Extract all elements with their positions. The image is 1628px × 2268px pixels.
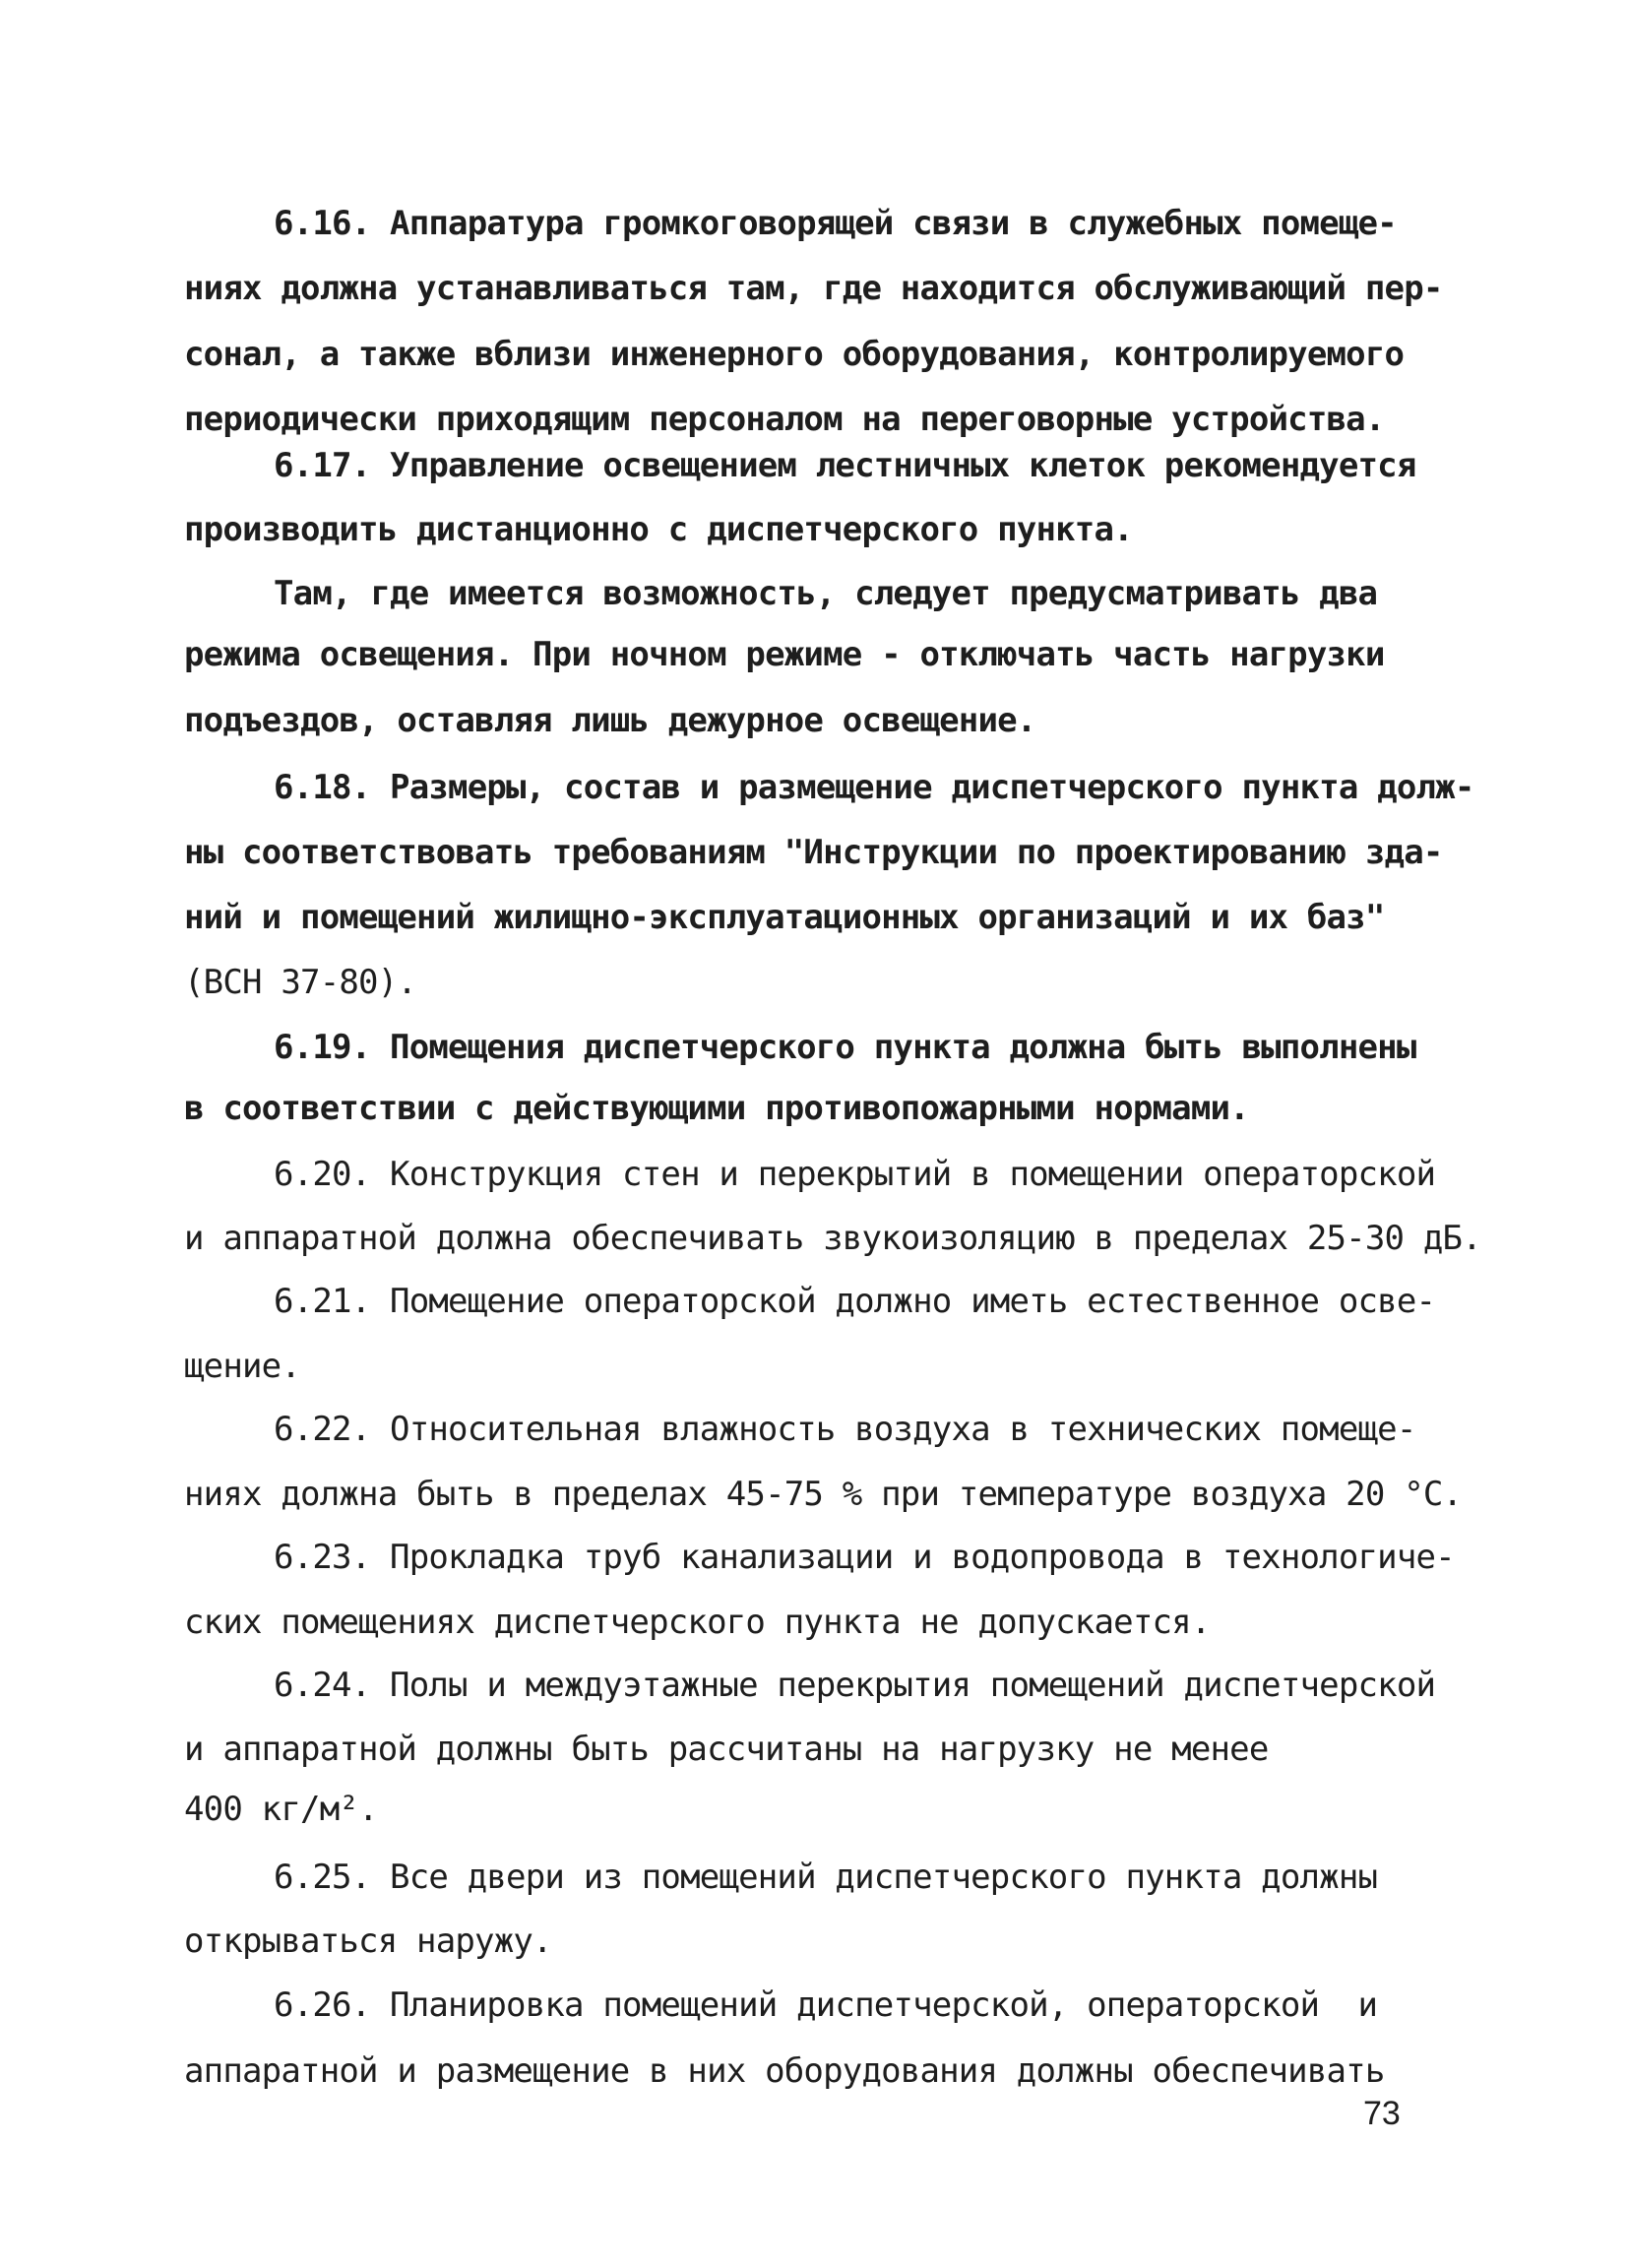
- paragraph-6-16-line-4: периодически приходящим персоналом на переговорные устройства.: [184, 400, 1385, 439]
- page-number: 73: [1363, 2095, 1401, 2132]
- paragraph-lighting-line-2: режима освещения. При ночном режиме - отключать часть нагрузки: [184, 635, 1385, 674]
- paragraph-6-19-line-1: 6.19. Помещения диспетчерского пункта должна быть выполнены: [274, 1028, 1416, 1067]
- paragraph-6-17-line-1: 6.17. Управление освещением лестничных клеток рекомендуется: [274, 446, 1416, 485]
- paragraph-6-21-line-2: щение.: [184, 1347, 301, 1386]
- paragraph-6-16-line-1: 6.16. Аппаратура громкоговорящей связи в служебных помеще-: [274, 204, 1397, 243]
- paragraph-lighting-line-1: Там, где имеется возможность, следует предусматривать два: [274, 574, 1378, 613]
- paragraph-6-20-line-1: 6.20. Конструкция стен и перекрытий в помещении операторской: [274, 1155, 1436, 1194]
- paragraph-6-23-line-2: ских помещениях диспетчерского пункта не допускается.: [184, 1603, 1211, 1642]
- paragraph-6-16-line-2: ниях должна устанавливаться там, где находится обслуживающий пер-: [184, 269, 1443, 308]
- paragraph-6-24-line-1: 6.24. Полы и междуэтажные перекрытия помещений диспетчерской: [274, 1666, 1436, 1705]
- paragraph-6-18-line-2: ны соответствовать требованиям "Инструкции по проектированию зда-: [184, 833, 1443, 872]
- paragraph-6-24-line-2: и аппаратной должны быть рассчитаны на нагрузку не менее: [184, 1730, 1269, 1769]
- paragraph-6-16-line-3: сонал, а также вблизи инженерного оборудования, контролируемого: [184, 335, 1405, 374]
- paragraph-6-26-line-2: аппаратной и размещение в них оборудования должны обеспечивать: [184, 2051, 1385, 2091]
- paragraph-6-18-line-4: (ВСН 37-80).: [184, 963, 417, 1002]
- paragraph-6-17-line-2: производить дистанционно с диспетчерского пункта.: [184, 510, 1133, 549]
- paragraph-6-19-line-2: в соответствии с действующими противопожарными нормами.: [184, 1089, 1249, 1128]
- paragraph-6-18-line-1: 6.18. Размеры, состав и размещение диспетчерского пункта долж-: [274, 768, 1474, 807]
- paragraph-6-24-line-3: 400 кг/м².: [184, 1790, 378, 1829]
- paragraph-6-25-line-1: 6.25. Все двери из помещений диспетчерского пункта должны: [274, 1858, 1378, 1897]
- paragraph-6-25-line-2: открываться наружу.: [184, 1922, 552, 1961]
- paragraph-lighting-line-3: подъездов, оставляя лишь дежурное освещение.: [184, 701, 1036, 740]
- paragraph-6-23-line-1: 6.23. Прокладка труб канализации и водопровода в технологиче-: [274, 1538, 1455, 1577]
- paragraph-6-22-line-1: 6.22. Относительная влажность воздуха в технических помеще-: [274, 1410, 1416, 1449]
- paragraph-6-21-line-1: 6.21. Помещение операторской должно иметь естественное осве-: [274, 1282, 1436, 1321]
- paragraph-6-20-line-2: и аппаратной должна обеспечивать звукоизоляцию в пределах 25-30 дБ.: [184, 1219, 1481, 1258]
- paragraph-6-18-line-3: ний и помещений жилищно-эксплуатационных организаций и их баз": [184, 898, 1385, 937]
- paragraph-6-26-line-1: 6.26. Планировка помещений диспетчерской, операторской и: [274, 1985, 1378, 2025]
- paragraph-6-22-line-2: ниях должна быть в пределах 45-75 % при температуре воздуха 20 °С.: [184, 1475, 1463, 1514]
